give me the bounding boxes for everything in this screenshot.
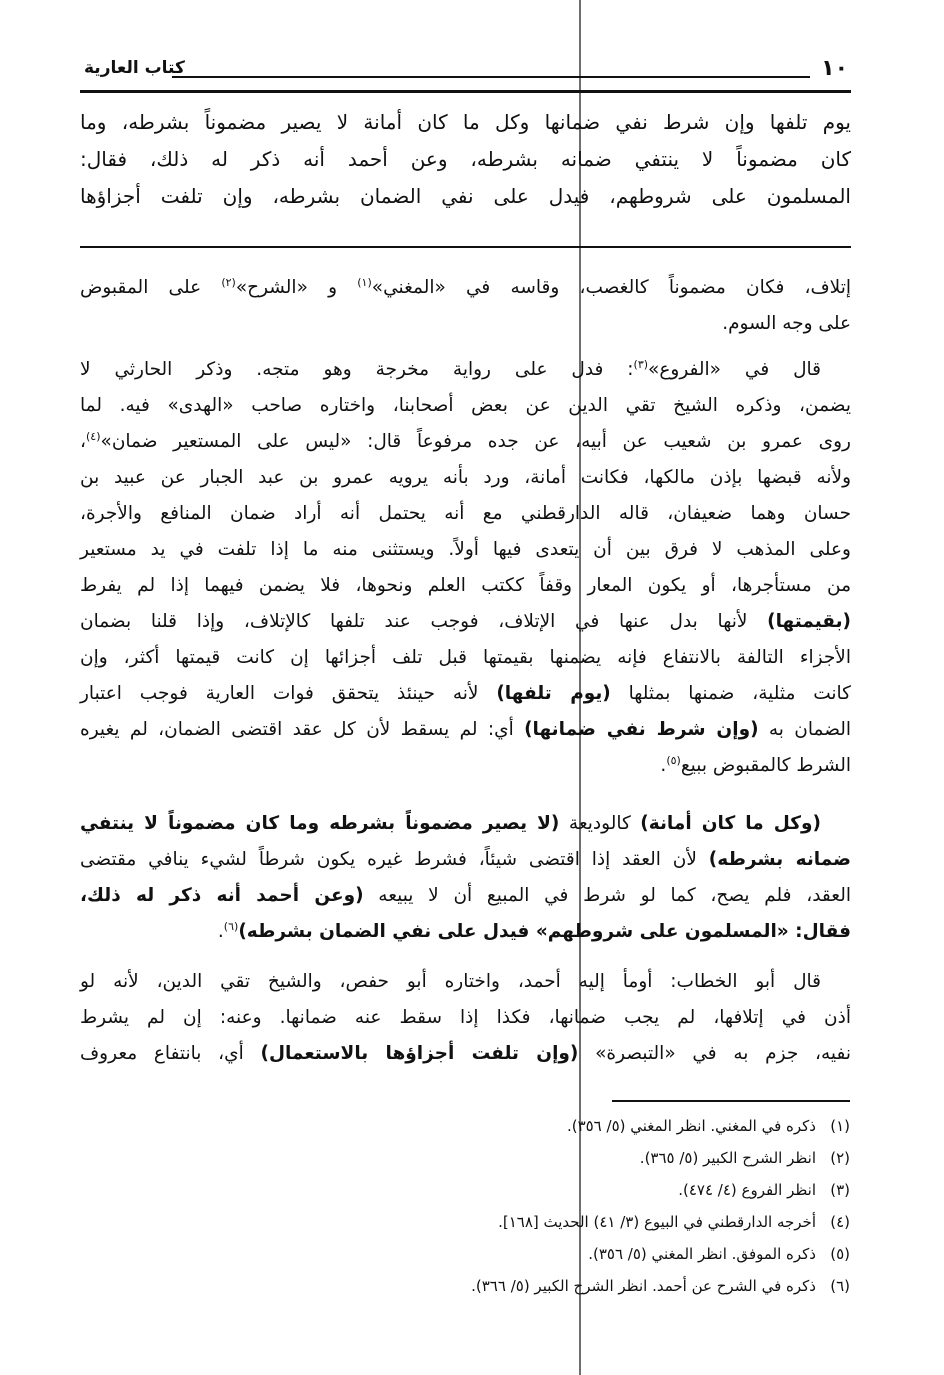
footnote-text: ذكره الموفق. انظر المغني (٥/ ٣٥٦).	[588, 1245, 816, 1263]
footnote-marker: (١)	[357, 275, 372, 289]
text-segment: كانت مثلية، ضمنها بمثلها	[610, 683, 851, 704]
text-line	[80, 842, 851, 878]
text-line	[80, 604, 851, 640]
matn-text	[80, 104, 851, 215]
text-line	[80, 424, 851, 460]
bold-matn-quote: (يوم تلفها)	[496, 683, 611, 704]
text-line	[80, 712, 851, 748]
bold-matn-quote: (وكل ما كان أمانة)	[640, 813, 821, 834]
footnote	[330, 1174, 850, 1206]
text-segment: أي: لم يسقط لأن كل عقد اقتضى الضمان، لم يغيره	[80, 719, 525, 740]
text-segment: .	[217, 921, 224, 942]
text-segment: المسلمون على شروطهم، فيدل على نفي الضمان بشرطه، وإن تلفت أجزاؤها	[80, 184, 851, 208]
footnote-number: (٢)	[830, 1149, 850, 1167]
bold-matn-quote: (لا يصير مضموناً بشرطه وما كان مضموناً لا ينتفي	[80, 813, 560, 834]
footnote-marker: (٤)	[85, 429, 101, 443]
footnote	[330, 1110, 850, 1142]
text-segment: على وجه السوم.	[722, 313, 851, 334]
text-line	[80, 806, 851, 842]
text-line	[80, 640, 851, 676]
text-segment: لأنه حينئذ يتحقق فوات العارية فوجب اعتبار	[80, 683, 497, 704]
text-segment: العقد، فلم يصح، كما لو شرط في المبيع أن لا يبيعه	[363, 885, 851, 906]
text-line	[80, 1000, 851, 1036]
text-segment: من مستأجرها، أو يكون المعار وقفاً ككتب العلم ونحوها، فلا يضمن فيهما إذا لم يفرط	[80, 575, 851, 596]
text-line	[80, 306, 851, 342]
footnote-marker: (٥)	[666, 753, 681, 767]
text-segment: الأجزاء التالفة بالانتفاع فإنه يضمنها بقيمتها قبل تلف أجزائها إن كانت قيمتها أكثر، وإن	[80, 647, 851, 668]
footnote-marker: (٣)	[633, 357, 649, 371]
header-divider	[80, 90, 851, 93]
commentary-paragraph	[80, 806, 851, 950]
text-segment: و «الشرح»	[235, 277, 358, 298]
text-line	[80, 878, 851, 914]
text-line	[80, 496, 851, 532]
bold-matn-quote: (بقيمتها)	[767, 611, 851, 632]
text-segment: .	[660, 755, 667, 776]
text-segment: كالوديعة	[559, 813, 641, 834]
footnote-number: (٦)	[830, 1277, 850, 1295]
text-segment: أي، بانتفاع معروف	[80, 1043, 261, 1064]
footnote-divider	[612, 1100, 850, 1102]
text-segment: أذن في إتلافها، لم يجب ضمانها، فكذا إذا سقط عنه ضمانها. وعنه: إن لم يشرط	[80, 1007, 851, 1028]
running-title: كتاب العارية	[84, 58, 185, 78]
text-segment: لأنها بدل عنها في الإتلاف، فوجب عند تلفها كالإتلاف، وإذا قلنا بضمان	[80, 611, 768, 632]
commentary-paragraph	[80, 270, 851, 342]
text-line	[80, 104, 851, 141]
footnotes	[330, 1110, 850, 1302]
commentary-paragraph	[80, 964, 851, 1072]
text-segment: يوم تلفها وإن شرط نفي ضمانها وكل ما كان أمانة لا يصير مضموناً بشرطه، وما	[80, 110, 851, 134]
text-segment: يضمن، وذكره الشيخ تقي الدين عن بعض أصحابنا، واختاره صاحب «الهدى» فيه. لما	[80, 395, 851, 416]
header-rule	[172, 76, 810, 78]
text-segment: كان مضموناً لا ينتفي ضمانه بشرطه، وعن أحمد أنه ذكر له ذلك، فقال:	[80, 147, 851, 171]
footnote-marker: (٦)	[223, 919, 239, 933]
bold-matn-quote: فقال: «المسلمون على شروطهم» فيدل على نفي الضمان بشرطه)	[238, 921, 851, 942]
text-segment: قال أبو الخطاب: أومأ إليه أحمد، واختاره أبو حفص، والشيخ تقي الدين، لأنه لو	[80, 971, 821, 992]
text-line	[80, 676, 851, 712]
text-line	[80, 964, 851, 1000]
footnote-number: (١)	[830, 1117, 850, 1135]
bold-matn-quote: (وإن شرط نفي ضمانها)	[524, 719, 759, 740]
text-line	[80, 532, 851, 568]
text-line	[80, 1036, 851, 1072]
text-segment: ولأنه قبضها بإذن مالكها، فكانت أمانة، ورد بأنه يرويه عمرو بن عبد الجبار عن عبيد بن	[80, 467, 851, 488]
text-line	[80, 568, 851, 604]
text-segment: : فدل على رواية مخرجة وهو متجه. وذكر الحارثي لا	[80, 359, 634, 380]
text-line	[80, 388, 851, 424]
footnote-text: أخرجه الدارقطني في البيوع (٣/ ٤١) الحديث [١٦٨].	[498, 1213, 816, 1231]
text-line	[80, 141, 851, 178]
footnote-number: (٣)	[830, 1181, 850, 1199]
text-segment: روى عمرو بن شعيب عن أبيه، عن جده مرفوعاً قال: «ليس على المستعير ضمان»	[100, 431, 851, 452]
footnote	[330, 1206, 850, 1238]
text-line	[80, 352, 851, 388]
footnote	[330, 1238, 850, 1270]
text-line	[80, 748, 851, 784]
footnote-marker: (٢)	[221, 275, 236, 289]
footnote-number: (٥)	[830, 1245, 850, 1263]
text-line	[80, 270, 851, 306]
text-line	[80, 914, 851, 950]
text-segment: وعلى المذهب لا فرق بين أن يتعدى فيها أولاً. ويستثنى منه ما إذا تلفت في يد مستعير	[80, 539, 851, 560]
footnote	[330, 1142, 850, 1174]
text-segment: إتلاف، فكان مضموناً كالغصب، وقاسه في «المغني»	[371, 277, 851, 298]
bold-matn-quote: ضمانه بشرطه)	[708, 849, 851, 870]
text-segment: ،	[80, 431, 86, 452]
matn-divider	[80, 246, 851, 248]
text-line	[80, 178, 851, 215]
text-segment: على المقبوض	[80, 277, 222, 298]
text-segment: الضمان به	[758, 719, 852, 740]
footnote	[330, 1270, 850, 1302]
text-segment: حسان وهما ضعيفان، قاله الدارقطني مع أنه يحتمل أنه أراد ضمان المنافع والأجرة،	[80, 503, 851, 524]
text-segment: نفيه، جزم به في «التبصرة»	[578, 1043, 851, 1064]
footnote-text: ذكره في المغني. انظر المغني (٥/ ٣٥٦).	[566, 1117, 816, 1135]
bold-matn-quote: (وإن تلفت أجزاؤها بالاستعمال)	[260, 1043, 579, 1064]
commentary-paragraph	[80, 352, 851, 784]
text-segment: لأن العقد إذا اقتضى شيئاً، فشرط غيره يكون شرطاً لشيء ينافي مقتضى	[80, 849, 709, 870]
text-line	[80, 460, 851, 496]
text-segment: قال في «الفروع»	[648, 359, 821, 380]
bold-matn-quote: (وعن أحمد أنه ذكر له ذلك،	[80, 885, 364, 906]
footnote-text: انظر الشرح الكبير (٥/ ٣٦٥).	[639, 1149, 816, 1167]
page-number: ١٠	[821, 56, 848, 81]
footnote-text: انظر الفروع (٤/ ٤٧٤).	[678, 1181, 816, 1199]
footnote-number: (٤)	[830, 1213, 850, 1231]
footnote-text: ذكره في الشرح عن أحمد. انظر الشرح الكبير (٥/ ٣٦٦).	[471, 1277, 816, 1295]
text-segment: الشرط كالمقبوض ببيع	[680, 755, 851, 776]
